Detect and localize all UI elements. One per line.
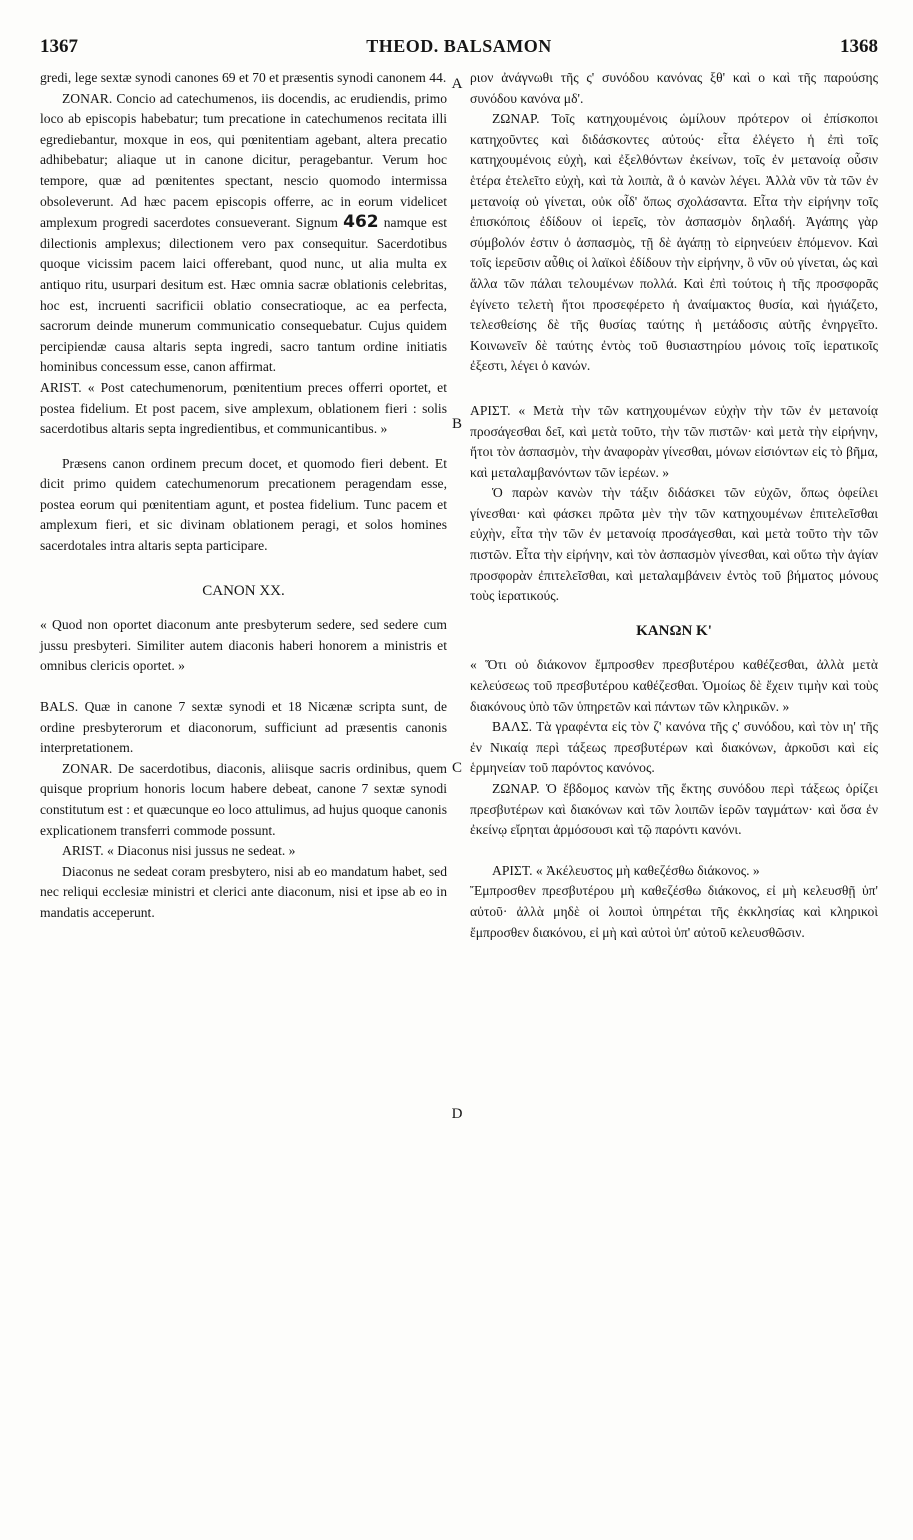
- canon-heading-greek: ΚΑΝΩΝ Κ': [636, 622, 712, 639]
- latin-zonaras-part-1: ZONAR. Concio ad catechumenos, iis docendis, ac erudiendis, primo loco ab episcopis habebatur; tum precatione in catechumenos recitata illi egrediebantur, moxque in eos, qui pœnitentiam agebant, altera precatio adhibebatur; aliaque ut in canone dicitur, peragebantur. Verum hoc tempore, quæ ad pœnitentes spectant, nescio quomodo intermissa obsoleverunt. Ad hæc pacem episcopis offerre, ac in eorum videlicet amplexum progredi sacerdotes consueverant. Signum: [40, 90, 447, 231]
- margin-marker-c: C: [451, 760, 462, 776]
- greek-canon-text: « Ὅτι οὐ διάκονον ἔμπροσθεν πρεσβυτέρου καθέζεσθαι, ἀλλὰ μετὰ κελεύσεως τοῦ πρεσβυτέρου καθέζεσθαι. Ὁμοίως δὲ ἔχειν τιμὴν καὶ τοὺς διακόνους ὑπὸ τῶν ὑπηρετῶν καὶ πάντων τῶν κληρικῶν. »: [470, 657, 878, 714]
- latin-zonaras-part-2: namque est dilectionis amplexus; dilectionem vero pax consequitur. Sacerdotibus quoque vicissim pacem laici offerebant, quod nunc, ut alia multa ex antiquo ritu, usurpari desitum est. Hæc omnia sacræ oblationis celebritas, hoc est, incruenti sacrificii oblatio consecratioque, ac ea perfecta, sacrorum deinde munerum communicatio consequebatur. Cujus quidem percipiendæ causa altaris septa ingredi, sacro tantum ordine initiatis hominibus concessum esse, canon affirmat.: [40, 215, 448, 375]
- latin-aristenus-commentary-2: Diaconus ne sedeat coram presbytero, nisi ab eo mandatum habet, sed nec reliqui ecclesiæ ministri et clerici ante diaconum, nisi et ipse ab eo in mandatis acceperunt.: [40, 863, 447, 920]
- latin-zonaras-commentary-2: ZONAR. De sacerdotibus, diaconis, aliisque sacris ordinibus, quem quisque proprium honoris locum habere debeat, canone 7 sextæ synodi constitutum est : et quæcunque eo loco attulimus, ad hujus quoque canonis explicationem transferri commode possunt.: [40, 760, 447, 838]
- latin-canon-text: « Quod non oportet diaconum ante presbyterum sedere, sed sedere cum jussu presbyteri. Similiter autem diaconis haberi honorem a ministris et omnibus clericis oportet. »: [40, 617, 447, 674]
- latin-paragraph-1: gredi, lege sextæ synodi canones 69 et 70 et præsentis synodi canonem 44.: [40, 70, 447, 85]
- canon-heading-latin: CANON XX.: [202, 582, 285, 599]
- signature-number: 462: [343, 212, 379, 233]
- greek-aristenus-summary: ΑΡΙΣΤ. « Μετὰ τὴν τῶν κατηχουμένων εὐχὴν τὴν τῶν ἐν μετανοίᾳ προσάγεσθαι δεῖ, καὶ μετὰ τοῦτο, τὴν τῶν πιστῶν· καὶ μετὰ τὴν εἰρήνην, ἤτοι τὸν ἀσπασμὸν, τὴν ἀναφορὰν γίνεσθαι, μόνων εἰσιόντων εἰς τὸ βῆμα, καὶ μεταλαμβανόντων τῶν ἱερέων. »: [470, 402, 878, 480]
- page-number-left: 1367: [40, 36, 78, 57]
- greek-aristenus-commentary: Ὁ παρὼν κανὼν τὴν τάξιν διδάσκει τῶν εὐχῶν, ὅπως ὀφείλει γίνεσθαι· καὶ φάσκει πρῶτα μὲν τὴν τῶν κατηχουμένων ἐπιτελεῖσθαι εὐχὴν, εἶτα τὴν τῶν ἐν μετανοίᾳ προσάγεσθαι, καὶ μετὰ τοῦτο τὴν τῶν πιστῶν. Εἶτα τὴν εἰρήνην, καὶ τὸν ἀσπασμὸν γίνεσθαι, καὶ οὕτω τὴν ἁγίαν προσφορὰν ἐπιτελεῖσθαι, καὶ μεταλαμβάνειν ἐντὸς τοῦ βήματος μόνους τοὺς ἱερατικούς.: [470, 485, 878, 604]
- page-number-right: 1368: [840, 36, 878, 57]
- running-title: THEOD. BALSAMON: [366, 36, 552, 56]
- greek-aristenus-commentary-2: Ἔμπροσθεν πρεσβυτέρου μὴ καθεζέσθω διάκονος, εἰ μὴ κελευσθῇ ὑπ' αὐτοῦ· ἀλλὰ μηδὲ οἱ λοιποὶ ὑπηρέται τῆς ἐκκλησίας καὶ κληρικοὶ ἔμπροσθεν διακόνου, εἰ μὴ καὶ αὐτοὶ ὑπ' αὐτοῦ κελευσθῶσιν.: [470, 883, 878, 940]
- margin-marker-a: A: [451, 76, 463, 92]
- greek-paragraph-1: ριον ἀνάγνωθι τῆς ς' συνόδου κανόνας ξθ' καὶ ο καὶ τῆς παρούσης συνόδου κανόνα μδ'.: [470, 70, 878, 106]
- margin-marker-b: B: [451, 416, 462, 432]
- page-header: [40, 36, 878, 62]
- greek-zonaras-commentary-2: ΖΩΝΑΡ. Ὁ ἕβδομος κανὼν τῆς ἕκτης συνόδου περὶ τάξεως ὁρίζει πρεσβυτέρων καὶ διακόνων καὶ τῶν λοιπῶν ἱερῶν ταγμάτων· καὶ ὅσα ἐν ἐκείνῳ εἴρηται ἁρμόσουσι καὶ τῷ παρόντι κανόνι.: [470, 781, 878, 838]
- latin-zonaras-commentary: [40, 89, 447, 378]
- latin-aristenus-commentary: Præsens canon ordinem precum docet, et quomodo fieri debent. Et dicit primo quidem catechumenorum precationem peragendam esse, postea eorum qui pœnitentiam agunt, et postea fidelium. Tunc pacem et amplexum fieri, et sic divinam oblationem peragi, et solos homines sacerdotales intra altaris septa participare.: [40, 455, 447, 554]
- greek-balsamon-commentary: ΒΑΛΣ. Τὰ γραφέντα εἰς τὸν ζ' κανόνα τῆς ς' συνόδου, καὶ τὸν ιη' τῆς ἐν Νικαίᾳ περὶ τάξεως πρεσβυτέρων καὶ διακόνων, ἀρκοῦσι καὶ εἰς ἑρμηνείαν τοῦ παρόντος κανόνος.: [470, 719, 878, 776]
- margin-marker-d: D: [451, 1106, 463, 1122]
- latin-aristenus-summary-2: ARIST. « Diaconus nisi jussus ne sedeat. »: [62, 843, 296, 859]
- latin-aristenus-summary: ARIST. « Post catechumenorum, pœnitentium preces offerri oportet, et postea fidelium. Et post pacem, sive amplexum, oblationem fieri : solis sacerdotibus altaris septa ingredientibus, et communicantibus. »: [40, 379, 447, 437]
- latin-balsamon-commentary: BALS. Quæ in canone 7 sextæ synodi et 18 Nicænæ scripta sunt, de ordine presbyterorum et diaconorum, sufficiunt ad præsentis canonis interpretationem.: [40, 699, 447, 756]
- greek-column: [470, 68, 878, 943]
- latin-column: [40, 68, 447, 924]
- greek-aristenus-summary-2: ΑΡΙΣΤ. « Ἀκέλευστος μὴ καθεζέσθω διάκονος. »: [492, 862, 760, 878]
- greek-zonaras-commentary: ΖΩΝΑΡ. Τοῖς κατηχουμένοις ὡμίλουν πρότερον οἱ ἐπίσκοποι κατηχοῦντες καὶ διδάσκοντες αὐτούς· εἶτα ἐλέγετο ἡ ἐπὶ τοῖς κατηχουμένοις εὐχὴ, καὶ ἐξελθόντων ἐκείνων, τοῖς ἐν μετανοίᾳ οὖσιν ἑτέρα ἐτελεῖτο εὐχὴ, καὶ τὰ λοιπὰ, ἃ ὁ κανὼν λέγει. Ἀλλὰ νῦν τὰ τῶν ἐν μετανοίᾳ οὐ γίνεται, οὐκ οἶδ' ὅπως σχολάσαντα. Εἶτα τὴν εἰρήνην τοῖς ἐπισκόποις ἐδίδουν οἱ ἱερεῖς, τὸν ἀσπασμὸν δηλαδή. Ἀγάπης γὰρ σύμβολόν ἐστιν ὁ ἀσπασμὸς, τῇ δὲ ἀγάπῃ τὸ εἰρηνεύειν ἑπόμενον. Καὶ τοῖς ἱερεῦσιν αὖθις οἱ λαϊκοὶ ἐδίδουν τὴν εἰρήνην, ὃ νῦν οὐ γίνεται, ὡς καὶ ἄλλα τῶν πάλαι τελουμένων πολλά. Καὶ ἐπὶ τούτοις ἡ τῆς προσφορᾶς ἐγίνετο τελετὴ ἤτοι προσεφέρετο ἡ ἀναίμακτος θυσία, καὶ ἡγιάζετο, τελεσθείσης δὲ τῆς θυσίας ταύτης ἡ μετάδοσις αὐτῆς ἐνηργεῖτο. Κοινωνεῖν δὲ ταύτης ἐντὸς τοῦ θυσιαστηρίου μόνοις τοῖς ἱερατικοῖς ἐξεστι, λέγει ὁ κανών.: [470, 111, 878, 374]
